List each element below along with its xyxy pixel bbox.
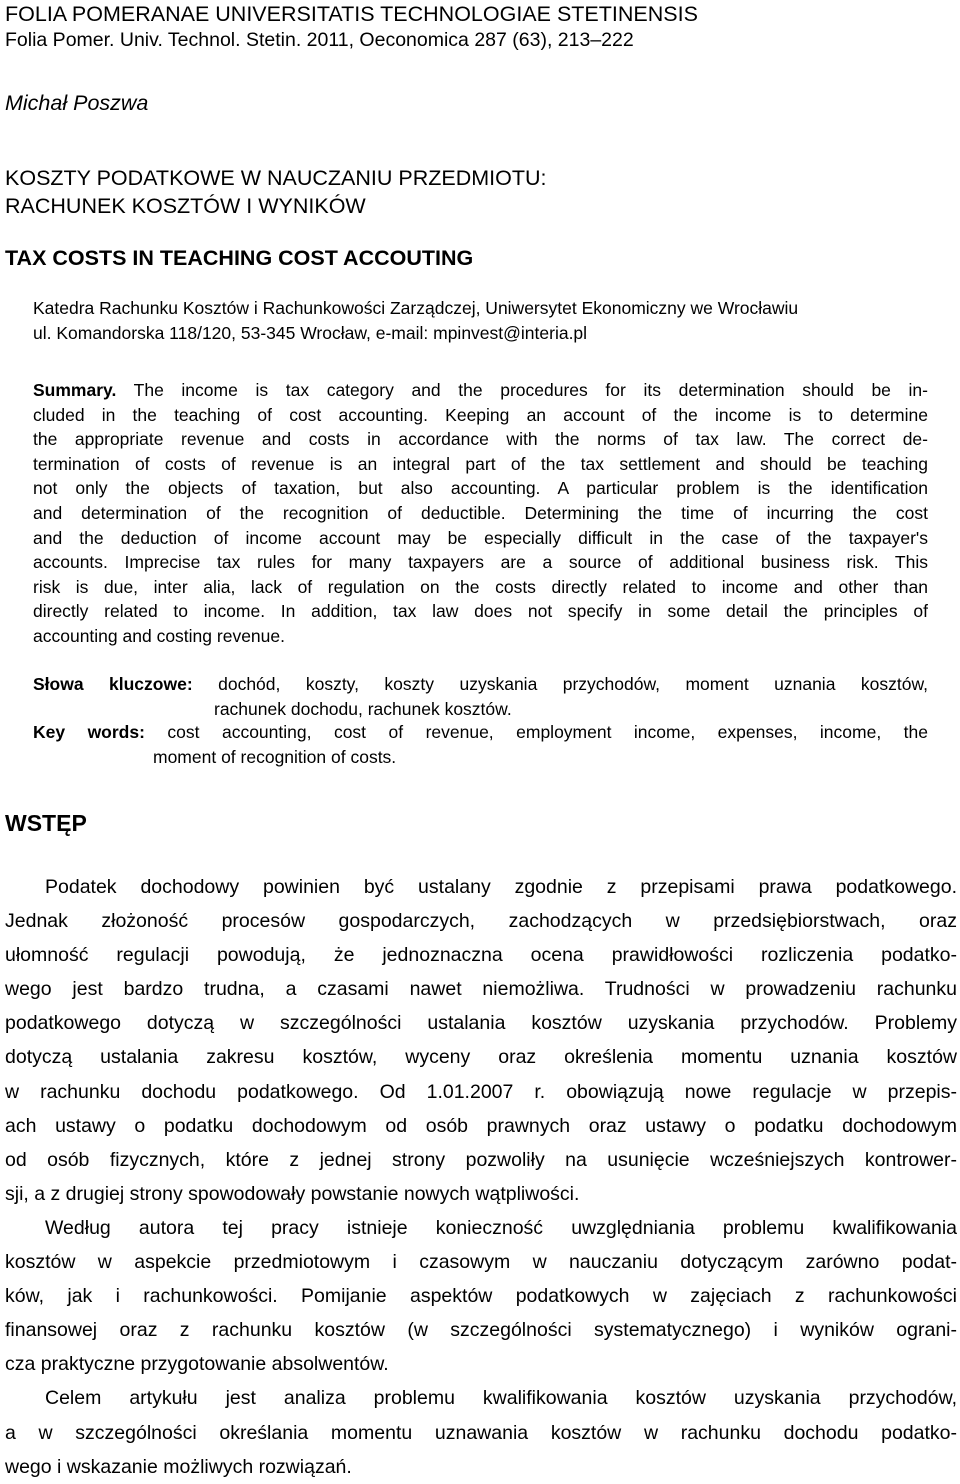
summary-line: and the deduction of income account may be especially difficult in the case of the taxpayer's: [33, 527, 928, 548]
body-line: wego i wskazanie możliwych rozwiązań.: [5, 1455, 352, 1478]
body-line: od osób fizycznych, które z jednej strony pozwoliły na usunięcie wcześniejszych kontrower-: [5, 1148, 957, 1171]
body-line: sji, a z drugiej strony spowodowały powstanie nowych wątpliwości.: [5, 1182, 580, 1205]
summary-label: Summary.: [33, 380, 117, 400]
keywords-en-text: cost accounting, cost of revenue, employment income, expenses, income, the: [167, 722, 928, 742]
affiliation-line: Katedra Rachunku Kosztów i Rachunkowości Zarządczej, Uniwersytet Ekonomiczny we Wrocławiu: [33, 298, 799, 318]
body-line: finansowej oraz z rachunku kosztów (w szczególności systematycznego) i wyników ograni-: [5, 1319, 957, 1342]
body-line: ków, jak i rachunkowości. Pomijanie aspektów podatkowych w zajęciach z rachunkowości: [5, 1285, 957, 1308]
body-text: [5, 870, 957, 1484]
summary-line: and determination of the recognition of deductible. Determining the time of incurring the cost: [33, 502, 928, 523]
keywords-line: rachunek dochodu, rachunek kosztów.: [214, 698, 512, 719]
keywords-line: [33, 672, 928, 697]
affiliation-line: ul. Komandorska 118/120, 53-345 Wrocław, e-mail: mpinvest@interia.pl: [33, 322, 588, 343]
keywords-polish: [33, 672, 928, 721]
summary-line: not only the objects of taxation, but also accounting. A particular problem is the identification: [33, 478, 928, 499]
summary-line: accounts. Imprecise tax rules for many taxpayers are a source of additional business risk. This: [33, 552, 928, 573]
summary-line: termination of costs of revenue is an integral part of the tax settlement and should be teaching: [33, 453, 928, 474]
body-line: Według autora tej pracy istnieje konieczność uwzględniania problemu kwalifikowania: [45, 1216, 957, 1239]
body-line: a w szczególności określania momentu uznawania kosztów w rachunku dochodu podatko-: [5, 1421, 957, 1444]
author-name: Michał Poszwa: [5, 91, 149, 115]
body-line: w rachunku dochodu podatkowego. Od 1.01.2007 r. obowiązują nowe regulacje w przepis-: [5, 1080, 957, 1103]
body-line: ach ustawy o podatku dochodowym od osób prawnych oraz ustawy o podatku dochodowym: [5, 1114, 957, 1137]
body-line: Celem artykułu jest analiza problemu kwalifikowania kosztów uzyskania przychodów,: [45, 1387, 957, 1410]
body-line: Podatek dochodowy powinien być ustalany zgodnie z przepisami prawa podatkowego.: [45, 876, 957, 898]
summary-abstract: [33, 378, 928, 649]
body-line: podatkowego dotyczą w szczególności ustalania kosztów uzyskania przychodów. Problemy: [5, 1012, 957, 1035]
journal-name: FOLIA POMERANAE UNIVERSITATIS TECHNOLOGIAE STETINENSIS: [5, 2, 698, 26]
summary-line: risk is due, inter alia, lack of regulation on the costs directly related to income and other than: [33, 576, 928, 597]
body-line: ułomność regulacji powodują, że jednoznaczna ocena prawidłowości rozliczenia podatko-: [5, 944, 957, 967]
summary-text: The income is tax category and the procedures for its determination should be in-: [133, 380, 928, 400]
summary-line: cluded in the teaching of cost accounting. Keeping an account of the income is to determine: [33, 404, 928, 425]
journal-citation: Folia Pomer. Univ. Technol. Stetin. 2011, Oeconomica 287 (63), 213–222: [5, 29, 634, 51]
keywords-line: [33, 720, 928, 745]
summary-line: accounting and costing revenue.: [33, 625, 285, 646]
title-pl-line: KOSZTY PODATKOWE W NAUCZANIU PRZEDMIOTU:: [5, 166, 547, 190]
keywords-english: [33, 720, 928, 769]
body-line: dotyczą ustalania zakresu kosztów, wyceny oraz określenia momentu uznania kosztów: [5, 1046, 957, 1069]
summary-line: the appropriate revenue and costs in accordance with the norms of tax law. The correct de-: [33, 429, 928, 450]
article-title-polish: [5, 164, 547, 220]
article-title-english: TAX COSTS IN TEACHING COST ACCOUTING: [5, 246, 474, 270]
summary-line: directly related to income. In addition, tax law does not specify in some detail the principles of: [33, 601, 928, 622]
body-line: Jednak złożoność procesów gospodarczych, zachodzących w przedsiębiorstwach, oraz: [5, 910, 957, 933]
title-pl-line: RACHUNEK KOSZTÓW I WYNIKÓW: [5, 194, 366, 218]
summary-line: [33, 378, 928, 403]
section-heading: WSTĘP: [5, 810, 87, 836]
body-line: cza praktyczne przygotowanie absolwentów.: [5, 1353, 389, 1376]
keywords-line: moment of recognition of costs.: [153, 746, 397, 767]
keywords-en-label: Key words:: [33, 722, 145, 742]
keywords-pl-label: Słowa kluczowe:: [33, 674, 193, 694]
keywords-pl-text: dochód, koszty, koszty uzyskania przychodów, moment uznania kosztów,: [218, 674, 928, 694]
body-line: kosztów w aspekcie przedmiotowym i czasowym w nauczaniu dotyczącym zarówno podat-: [5, 1251, 957, 1274]
author-affiliation: [33, 296, 938, 345]
body-line: wego jest bardzo trudna, a czasami nawet niemożliwa. Trudności w prowadzeniu rachunku: [5, 978, 957, 1001]
